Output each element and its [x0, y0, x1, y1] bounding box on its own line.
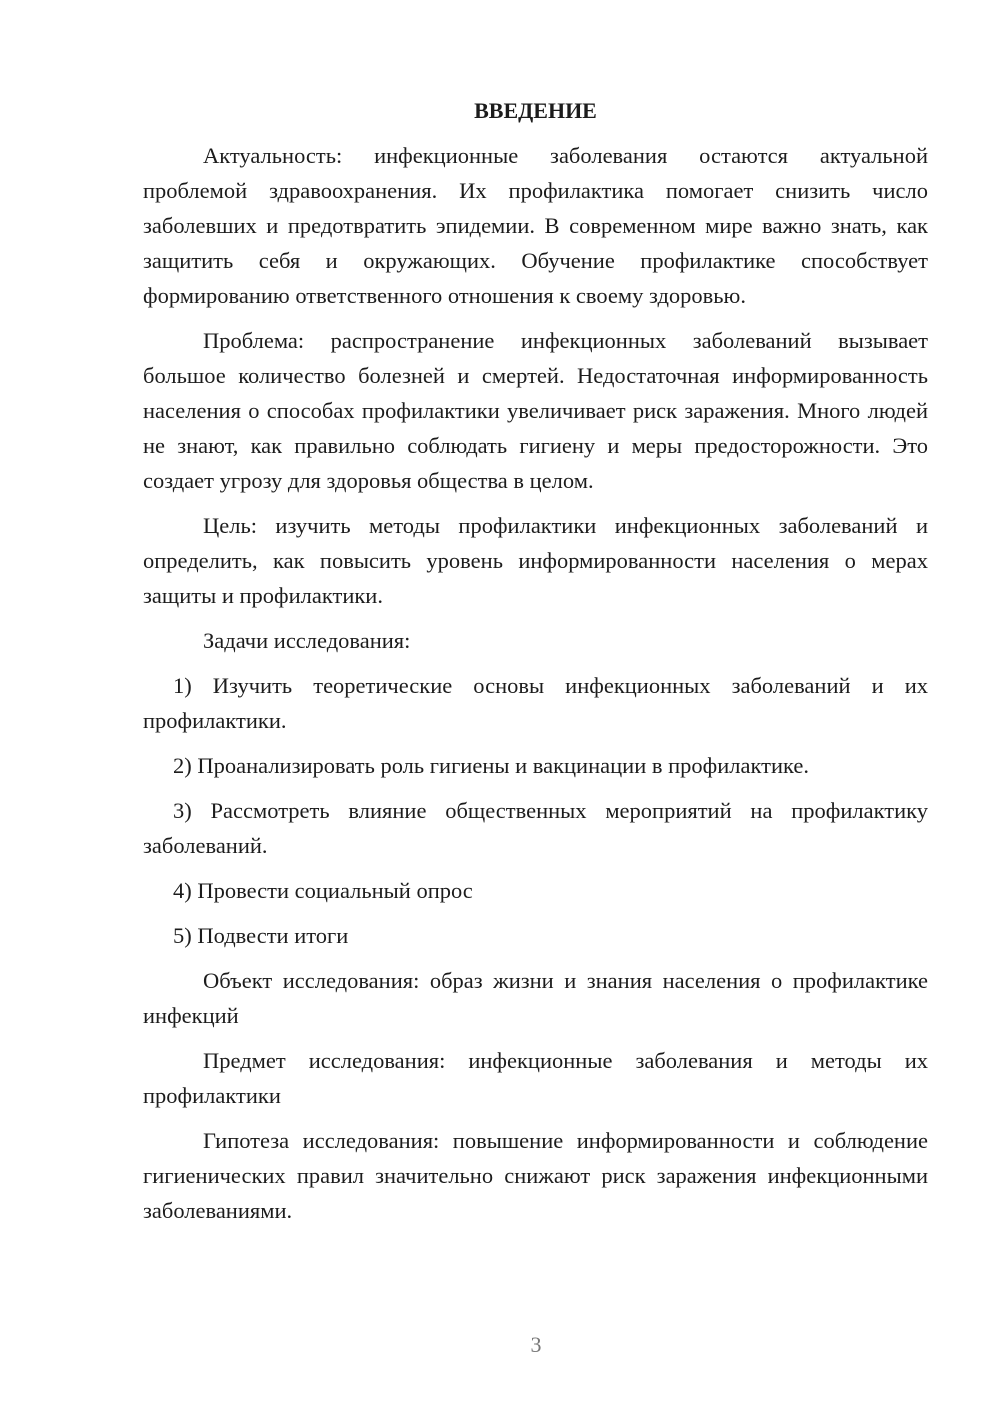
task-item: 2) Проанализировать роль гигиены и вакцинации в профилактике.	[173, 753, 809, 778]
task-item: 1) Изучить теоретические основы инфекционных заболеваний и их профилактики.	[143, 673, 928, 733]
goal-paragraph: Цель: изучить методы профилактики инфекционных заболеваний и определить, как повысить уровень информированности населения о мерах защиты и профилактики.	[143, 513, 928, 608]
relevance-paragraph: Актуальность: инфекционные заболевания остаются актуальной проблемой здравоохранения. Их профилактика помогает снизить число заболевших и предотвратить эпидемии. В современном мире важно знать, как защитить себя и окружающих. Обучение профилактике способствует формированию ответственного отношения к своему здоровью.	[143, 143, 928, 308]
task-item: 5) Подвести итоги	[173, 923, 349, 948]
section-title: ВВЕДЕНИЕ	[474, 98, 597, 123]
page-number: 3	[530, 1332, 542, 1357]
task-item: 4) Провести социальный опрос	[173, 878, 473, 903]
tasks-heading: Задачи исследования:	[203, 628, 411, 653]
hypothesis-paragraph: Гипотеза исследования: повышение информированности и соблюдение гигиенических правил значительно снижают риск заражения инфекционными заболеваниями.	[143, 1128, 928, 1223]
task-item: 3) Рассмотреть влияние общественных мероприятий на профилактику заболеваний.	[143, 798, 928, 858]
object-paragraph: Объект исследования: образ жизни и знания населения о профилактике инфекций	[143, 968, 928, 1028]
subject-paragraph: Предмет исследования: инфекционные заболевания и методы их профилактики	[143, 1048, 928, 1108]
problem-paragraph: Проблема: распространение инфекционных заболеваний вызывает большое количество болезней и смертей. Недостаточная информированность населения о способах профилактики увеличивает риск заражения. Много людей не знают, как правильно соблюдать гигиену и меры предосторожности. Это создает угрозу для здоровья общества в целом.	[143, 328, 928, 493]
document-page	[143, 96, 928, 1238]
